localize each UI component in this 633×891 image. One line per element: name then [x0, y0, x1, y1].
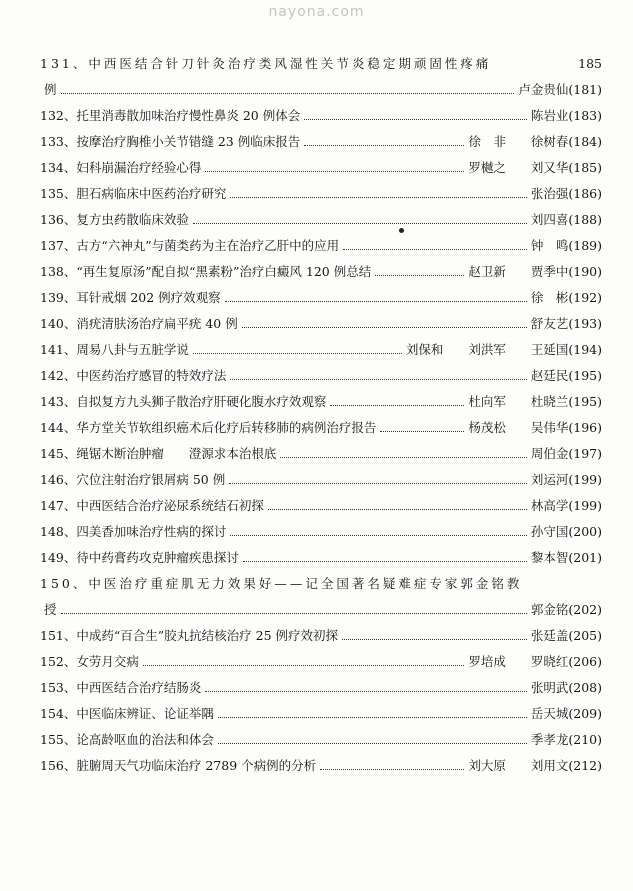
- toc-entry: [40, 232, 602, 258]
- dot-leader: [304, 119, 527, 120]
- dot-leader: [218, 717, 527, 718]
- entry-title: 、论高龄呕血的治法和体会: [63, 732, 214, 747]
- toc-entry: [40, 284, 602, 310]
- entry-author: 刘保和 刘洪军 王延国: [405, 342, 569, 357]
- entry-author: 钟 鸣: [530, 238, 569, 253]
- toc-entry: [40, 674, 602, 700]
- toc-entry: [40, 102, 602, 128]
- toc-entry: [40, 466, 602, 492]
- entry-page-number: (189): [568, 237, 602, 253]
- dot-leader: [230, 197, 526, 198]
- toc-entry: [40, 726, 602, 752]
- dot-leader: [330, 405, 464, 406]
- entry-number: 132: [40, 107, 64, 123]
- dot-leader: [61, 93, 515, 94]
- entry-page-number: (196): [568, 419, 602, 435]
- dot-leader: [342, 639, 527, 640]
- dot-leader: [205, 171, 464, 172]
- entry-author: 刘运河: [530, 472, 569, 487]
- entry-title: 、穴位注射治疗银屑病 50 例: [63, 472, 226, 487]
- entry-page-number: (199): [568, 497, 602, 513]
- entry-title: 例: [44, 82, 57, 97]
- entry-author: 张廷盖: [530, 628, 569, 643]
- entry-title: 、四美香加味治疗性病的探讨: [63, 524, 227, 539]
- dot-leader: [193, 223, 527, 224]
- entry-author: 陈岩业: [530, 108, 569, 123]
- entry-author: 季孝龙: [530, 732, 569, 747]
- entry-page-number: (199): [568, 471, 602, 487]
- toc-entry: [40, 336, 602, 362]
- entry-number: 154: [40, 705, 64, 721]
- entry-title: 、耳针戒烟 202 例疗效观察: [63, 290, 221, 305]
- dot-leader: [61, 613, 527, 614]
- dot-leader: [343, 249, 527, 250]
- entry-number: 136: [40, 211, 64, 227]
- entry-title: 、待中药膏药攻克肿瘤疾患探讨: [63, 550, 239, 565]
- entry-page-number: (193): [568, 315, 602, 331]
- entry-title: 、脏腑周天气功临床治疗 2789 个病例的分析: [63, 758, 317, 773]
- entry-author: 刘大原 刘用文: [468, 758, 569, 773]
- entry-title: 、按摩治疗胸椎小关节错缝 23 例临床报告: [63, 134, 301, 149]
- entry-number: 149: [40, 549, 64, 565]
- dot-leader: [380, 431, 464, 432]
- entry-page-number: (181): [568, 81, 602, 97]
- toc-entry: [40, 310, 602, 336]
- entry-number: 142: [40, 367, 64, 383]
- toc-entry-continuation: [40, 596, 602, 622]
- entry-page-number: (188): [568, 211, 602, 227]
- entry-page-number: (200): [568, 523, 602, 539]
- entry-page-number: (210): [568, 731, 602, 747]
- entry-page-number: (201): [568, 549, 602, 565]
- dot-leader: [225, 301, 527, 302]
- entry-number: 133: [40, 133, 64, 149]
- entry-author: 黎本智: [530, 550, 569, 565]
- entry-author: 郭金铭: [530, 602, 569, 617]
- entry-page-number: (192): [568, 289, 602, 305]
- entry-title: 、周易八卦与五脏学说: [63, 342, 189, 357]
- entry-author: 赵卫新 贾季中: [468, 264, 569, 279]
- entry-number: 139: [40, 289, 64, 305]
- entry-number: 134: [40, 159, 64, 175]
- entry-number: 148: [40, 523, 64, 539]
- entry-title: 、自拟复方九头狮子散治疗肝硬化腹水疗效观察: [63, 394, 327, 409]
- entry-page-number: (208): [568, 679, 602, 695]
- entry-author: 徐 彬: [530, 290, 569, 305]
- entry-page-number: (202): [568, 601, 602, 617]
- toc-entry: [40, 492, 602, 518]
- toc-entry: [40, 50, 602, 76]
- entry-author: 卢金贵仙: [518, 82, 569, 97]
- toc-entry: [40, 622, 602, 648]
- entry-title: 、中医临床辨证、论证举隅: [63, 706, 214, 721]
- entry-number: 152: [40, 653, 64, 669]
- toc-entry: [40, 570, 602, 596]
- entry-page-number: (209): [568, 705, 602, 721]
- entry-author: 张治强: [530, 186, 569, 201]
- entry-author: 罗培成 罗晓红: [468, 654, 569, 669]
- entry-page-number: (185): [568, 159, 602, 175]
- dot-leader: [243, 561, 527, 562]
- entry-number: 145: [40, 445, 64, 461]
- entry-author: 罗樾之 刘又华: [468, 160, 569, 175]
- toc-entry: [40, 700, 602, 726]
- dot-leader: [230, 379, 526, 380]
- entry-author: 岳天城: [530, 706, 569, 721]
- entry-number: 137: [40, 237, 64, 253]
- dot-leader: [320, 769, 464, 770]
- entry-page-number: (212): [568, 757, 602, 773]
- entry-title: 、中西医结合治疗泌尿系统结石初探: [63, 498, 264, 513]
- entry-page-number: (184): [568, 133, 602, 149]
- entry-title: 、中医治疗重症肌无力效果好——记全国著名疑难症专家郭金铭教: [72, 576, 523, 591]
- dot-leader: [268, 509, 527, 510]
- toc-entry: [40, 414, 602, 440]
- dot-leader: [280, 457, 526, 458]
- entry-page-number: (183): [568, 107, 602, 123]
- entry-number: 138: [40, 263, 64, 279]
- entry-title: 、中西医结合针刀针灸治疗类风湿性关节炎稳定期顽固性疼痛: [72, 56, 492, 71]
- dot-leader: [229, 483, 527, 484]
- entry-page-number: (186): [568, 185, 602, 201]
- dot-leader: [242, 327, 527, 328]
- entry-number: 144: [40, 419, 64, 435]
- entry-author: 杜向军 杜晓兰: [468, 394, 569, 409]
- entry-title: 、中西医结合治疗结肠炎: [63, 680, 202, 695]
- entry-title: 授: [44, 602, 57, 617]
- dot-leader: [193, 353, 402, 354]
- entry-author: 杨茂松 吴伟华: [468, 420, 569, 435]
- entry-author: 张明武: [530, 680, 569, 695]
- toc-entry: [40, 648, 602, 674]
- dot-leader: [205, 691, 526, 692]
- toc-entry: [40, 518, 602, 544]
- entry-author: 徐 非 徐树春: [468, 134, 569, 149]
- toc-entry-continuation: [40, 76, 602, 102]
- entry-page-number: (197): [568, 445, 602, 461]
- toc-entry: [40, 752, 602, 778]
- entry-title: 、托里消毒散加味治疗慢性鼻炎 20 例体会: [63, 108, 301, 123]
- entry-author: 刘四喜: [530, 212, 569, 227]
- entry-number: 131: [40, 55, 73, 71]
- entry-page-number: (205): [568, 627, 602, 643]
- entry-title: 、胆石病临床中医药治疗研究: [63, 186, 227, 201]
- entry-title: 、复方虫药散临床效验: [63, 212, 189, 227]
- entry-title: 、妇科崩漏治疗经验心得: [63, 160, 202, 175]
- toc-entry: [40, 154, 602, 180]
- entry-author: 舒友艺: [530, 316, 569, 331]
- entry-title: 、中成药“百合生”胶丸抗结核治疗 25 例疗效初探: [63, 628, 338, 643]
- dot-leader: [304, 145, 464, 146]
- watermark: nayona.com: [268, 4, 365, 20]
- entry-page-number: (190): [568, 263, 602, 279]
- entry-author: 周伯金: [530, 446, 569, 461]
- entry-page-number: (195): [568, 367, 602, 383]
- dot-leader: [218, 743, 527, 744]
- entry-author: 林高学: [530, 498, 569, 513]
- entry-page-number: (206): [568, 653, 602, 669]
- toc-entry: [40, 544, 602, 570]
- entry-page-number: (195): [568, 393, 602, 409]
- toc-entry: [40, 206, 602, 232]
- entry-title: 、华方堂关节软组织癌术后化疗后转移肺的病例治疗报告: [63, 420, 377, 435]
- table-of-contents: [40, 50, 602, 778]
- entry-number: 146: [40, 471, 64, 487]
- entry-number: 155: [40, 731, 64, 747]
- entry-number: 140: [40, 315, 64, 331]
- toc-entry: [40, 362, 602, 388]
- entry-author: 孙守国: [530, 524, 569, 539]
- entry-number: 135: [40, 185, 64, 201]
- entry-title: 、绳锯木断治肿瘤 澄源求本治根底: [63, 446, 277, 461]
- entry-number: 151: [40, 627, 64, 643]
- dot-leader: [375, 275, 464, 276]
- entry-number: 147: [40, 497, 64, 513]
- toc-entry: [40, 440, 602, 466]
- entry-title: 、消疣清肤汤治疗扁平疣 40 例: [63, 316, 238, 331]
- dot-leader: [143, 665, 464, 666]
- entry-number: 150: [40, 575, 73, 591]
- entry-number: 156: [40, 757, 64, 773]
- toc-entry: [40, 128, 602, 154]
- entry-page-number: 185: [578, 55, 602, 71]
- entry-page-number: (194): [568, 341, 602, 357]
- entry-title: 、古方“六神丸”与菌类药为主在治疗乙肝中的应用: [63, 238, 340, 253]
- entry-number: 143: [40, 393, 64, 409]
- entry-number: 141: [40, 341, 64, 357]
- entry-number: 153: [40, 679, 64, 695]
- entry-title: 、中医药治疗感冒的特效疗法: [63, 368, 227, 383]
- entry-title: 、女劳月交病: [63, 654, 139, 669]
- toc-entry: [40, 388, 602, 414]
- entry-title: 、“再生复原汤”配自拟“黑素粉”治疗白癜风 120 例总结: [63, 264, 372, 279]
- dot-leader: [230, 535, 526, 536]
- entry-author: 赵廷民: [530, 368, 569, 383]
- toc-entry: [40, 258, 602, 284]
- toc-entry: [40, 180, 602, 206]
